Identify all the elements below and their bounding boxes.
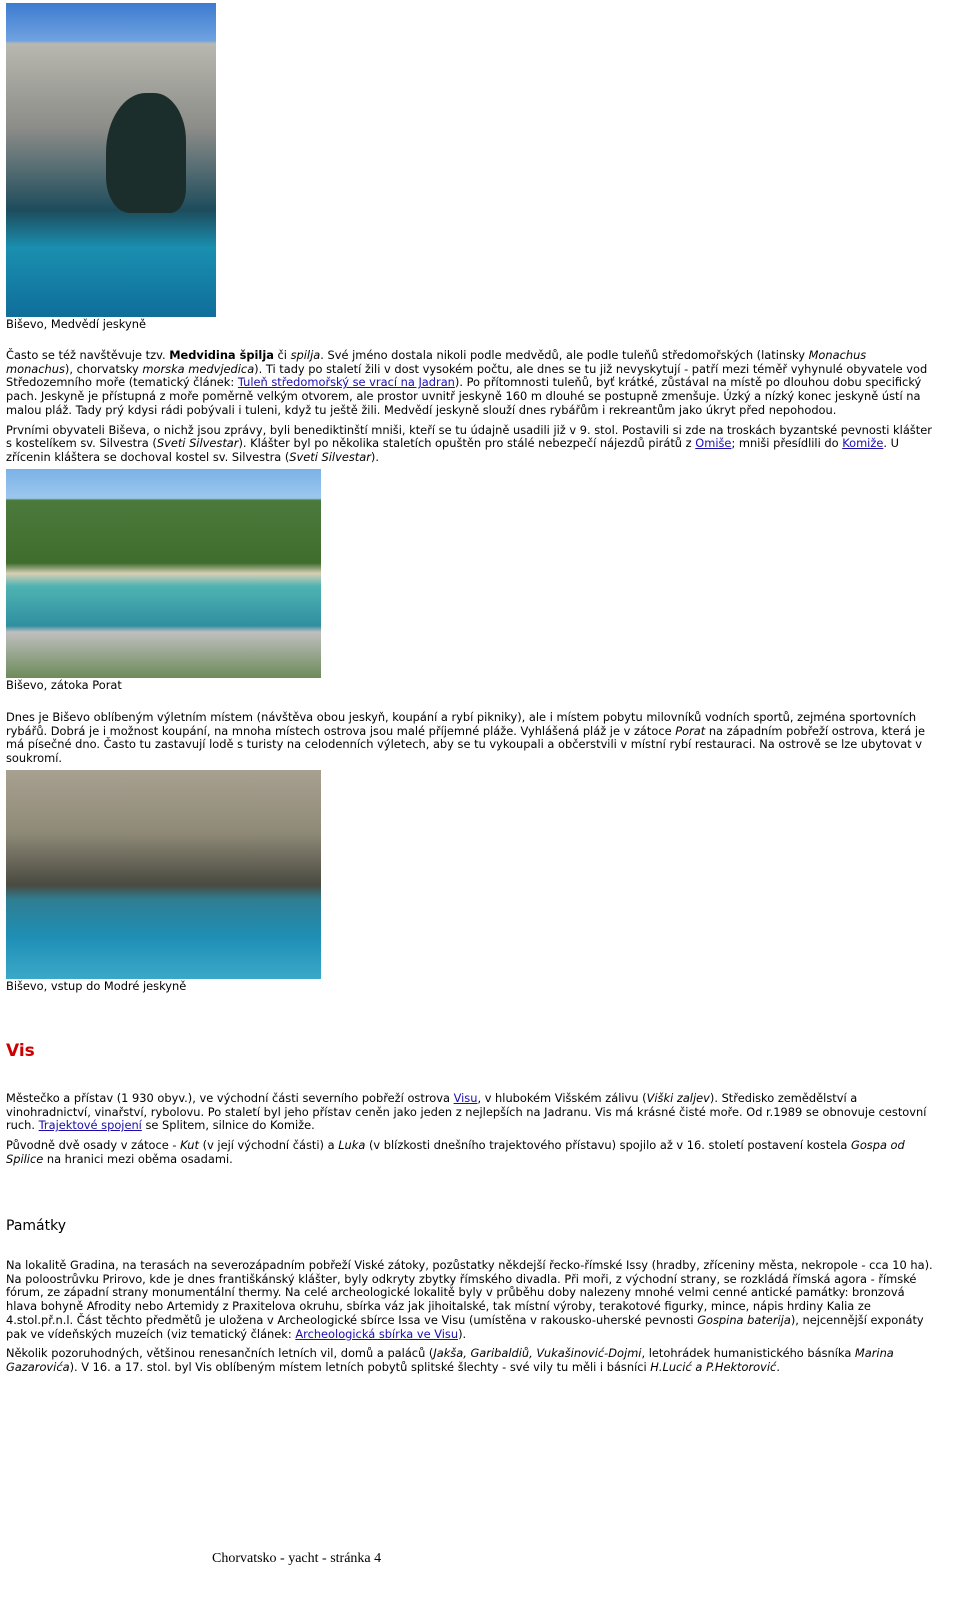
text-run: Medvidina špilja <box>169 348 274 362</box>
photo-zatoka-porat <box>6 469 321 678</box>
caption: Biševo, zátoka Porat <box>6 678 122 692</box>
text-run: , v hlubokém Višském zálivu ( <box>477 1091 647 1105</box>
text-run: na západním pobřeží ostrova, která je má písečné dno. Často tu zastavují lodě s turisty na celodenních výletech, aby se tu vykoupali a občerstvili v místní rybí restauraci. Na ostrově se lze ubytovat v soukromí. <box>6 723 926 766</box>
paragraph <box>6 1259 936 1341</box>
text-run: ). <box>458 1326 467 1341</box>
article-link[interactable]: Tuleň středomořský se vrací na Jadran <box>237 375 455 390</box>
text-run: Kut <box>180 1138 199 1153</box>
paragraph <box>6 1139 936 1166</box>
heading-vis: Vis <box>6 1041 35 1061</box>
heading-pamatky: Památky <box>6 1218 66 1234</box>
text-run: Městečko a přístav (1 930 obyv.), ve východní části severního pobřeží ostrova <box>6 1091 454 1105</box>
text-run: ), chorvatsky <box>64 361 143 376</box>
text-run: Často se též navštěvuje tzv. <box>6 348 170 362</box>
text-run: Porat <box>675 723 706 738</box>
text-run: Marina Gazarovića <box>6 1346 894 1374</box>
text-run: Na lokalitě Gradina, na terasách na severozápadním pobřeží Viské zátoky, pozůstatky někdejší řecko-římské Issy (hradby, zříceniny města, nekropole - cca 10 ha). Na poloostrůvku Prirovo, kde je dnes františkánský klášter, byly odkryty zbytky římského divadla. Při moři, z východní strany, se rozkládá římská agora - římské fórum, ze západní strany monumentální thermy. Na celé archeologické lokalitě byly v průběhu doby nalezeny mnohé velmi cenné antické památky: bronzová hlava bohyně Afrodity nebo Artemidy z Praxitelova okruhu, sbírka váz jak jihoitalské, tak místní výroby, terakotové figurky, mince, nápis hrdiny Kalia ze 4.stol.př.n.l. Část těchto předmětů je uložena v Archeologické sbírce Issa ve Visu (umístěna v rakousko-uherské pevnosti <box>6 1258 933 1327</box>
article-link[interactable]: Komiže <box>842 436 884 451</box>
paragraph <box>6 349 936 418</box>
text-run: ). <box>370 449 379 464</box>
text-run: . <box>776 1359 780 1374</box>
photo-modra-jeskyne <box>6 770 321 979</box>
article-link[interactable]: Omiše <box>695 436 732 451</box>
text-run: ; mniši přesídlili do <box>731 436 843 451</box>
text-run: Gospa od Spilice <box>6 1138 905 1166</box>
text-run: Monachus monachus <box>6 348 867 376</box>
text-run: H.Lucić a P.Hektorović <box>650 1359 777 1374</box>
paragraph <box>6 424 936 465</box>
text-run: Viški zaljev <box>646 1091 710 1105</box>
article-link[interactable]: Archeologická sbírka ve Visu <box>295 1326 459 1341</box>
caption: Biševo, Medvědí jeskyně <box>6 317 146 331</box>
text-run: , letohrádek humanistického básníka <box>641 1346 855 1361</box>
photo-medvedi-jeskyne <box>6 3 216 317</box>
text-run: na hranici mezi oběma osadami. <box>43 1151 233 1166</box>
paragraph <box>6 1347 936 1374</box>
text-run: Gospina baterija <box>697 1312 791 1327</box>
article-link[interactable]: Trajektové spojení <box>38 1118 142 1133</box>
text-run: Sveti Silvestar <box>289 449 371 464</box>
text-run: spilja <box>290 348 321 362</box>
paragraph <box>6 711 936 766</box>
text-run: . Své jméno dostala nikoli podle medvědů, ale podle tuleňů středomořských (latinsky <box>320 348 809 362</box>
text-run: či <box>273 348 291 362</box>
text-run: ), nejcennější exponáty pak ve vídeňských muzeích (viz tematický článek: <box>6 1312 924 1341</box>
text-run: se Splitem, silnice do Komiže. <box>141 1118 315 1133</box>
paragraph <box>6 1092 936 1133</box>
text-section <box>6 1092 936 1167</box>
text-run: ). Středisko zemědělství a vinohradnictví, vinařství, rybolovu. Po staletí byl jeho přístav ceněn jako jeden z nejlepších na Jadranu. Vis má krásné čisté moře. Od r.1989 se obnovuje cestovní ruch. <box>6 1091 927 1133</box>
text-run: ). Po přítomnosti tuleňů, byť krátké, zůstával na místě po dlouhou dobu specifický pach. Jeskyně je přístupná z moře poměrně velkým otvorem, ale prostor uvnitř jeskyně 160 m dlouhé se postupně zmenšuje. Úzký a nízký konec jeskyně ústí na malou pláž. Tady prý kdysi rádi pobývali i tuleni, když tu ještě žili. Medvědí jeskyně slouží dnes rybářům i rekreantům jako úkryt před nepohodou. <box>6 375 922 417</box>
page-footer: Chorvatsko - yacht - stránka 4 <box>212 1551 382 1566</box>
text-section <box>6 1259 936 1375</box>
text-section <box>6 349 936 465</box>
text-run: Jakša, Garibaldiů, Vukašinović-Dojmi <box>433 1346 642 1361</box>
text-run: ). V 16. a 17. stol. byl Vis oblíbeným místem letních pobytů splitské šlechty - své vily tu měli i básníci <box>69 1359 651 1374</box>
text-run: Dnes je Biševo oblíbeným výletním místem (návštěva obou jeskyň, koupání a rybí pikniky), ale i místem pobytu milovníků vodních sportů, zejména sportovních rybářů. Dobrá je i možnost koupání, na mnoha místech ostrova jsou malé příjemné pláže. Vyhlášená pláž je v zátoce <box>6 710 917 738</box>
text-run: Prvními obyvateli Biševa, o nichž jsou zprávy, byli benediktinští mniši, kteří se tu údajně usadili již v 9. stol. Postavili si zde na troskách byzantské pevnosti klášter s kostelíkem sv. Silvestra ( <box>6 422 932 451</box>
text-run: Sveti Silvestar <box>156 436 239 451</box>
caption: Biševo, vstup do Modré jeskyně <box>6 979 187 993</box>
text-run: Několik pozoruhodných, většinou renesančních letních vil, domů a paláců ( <box>6 1346 434 1361</box>
text-run: morska medvjedica <box>142 361 255 376</box>
text-run: ). Ti tady po staletí žili v dost vysokém počtu, ale dnes se tu již nevyskytují - patří mezi téměř vyhynulé obyvatele vod Středozemního moře (tematický článek: <box>6 361 928 390</box>
article-link[interactable]: Visu <box>453 1091 478 1105</box>
text-run: . U zřícenin kláštera se dochoval kostel sv. Silvestra ( <box>6 436 899 464</box>
text-run: ). Klášter byl po několika staletích opuštěn pro stálé nebezpečí nájezdů pirátů z <box>238 436 696 451</box>
text-section <box>6 711 936 766</box>
text-run: Původně dvě osady v zátoce - <box>6 1138 181 1153</box>
text-run: (v její východní části) a <box>199 1138 339 1153</box>
text-run: (v blízkosti dnešního trajektového přístavu) spojilo až v 16. století postavení kostela <box>365 1138 851 1153</box>
text-run: Luka <box>338 1138 366 1153</box>
